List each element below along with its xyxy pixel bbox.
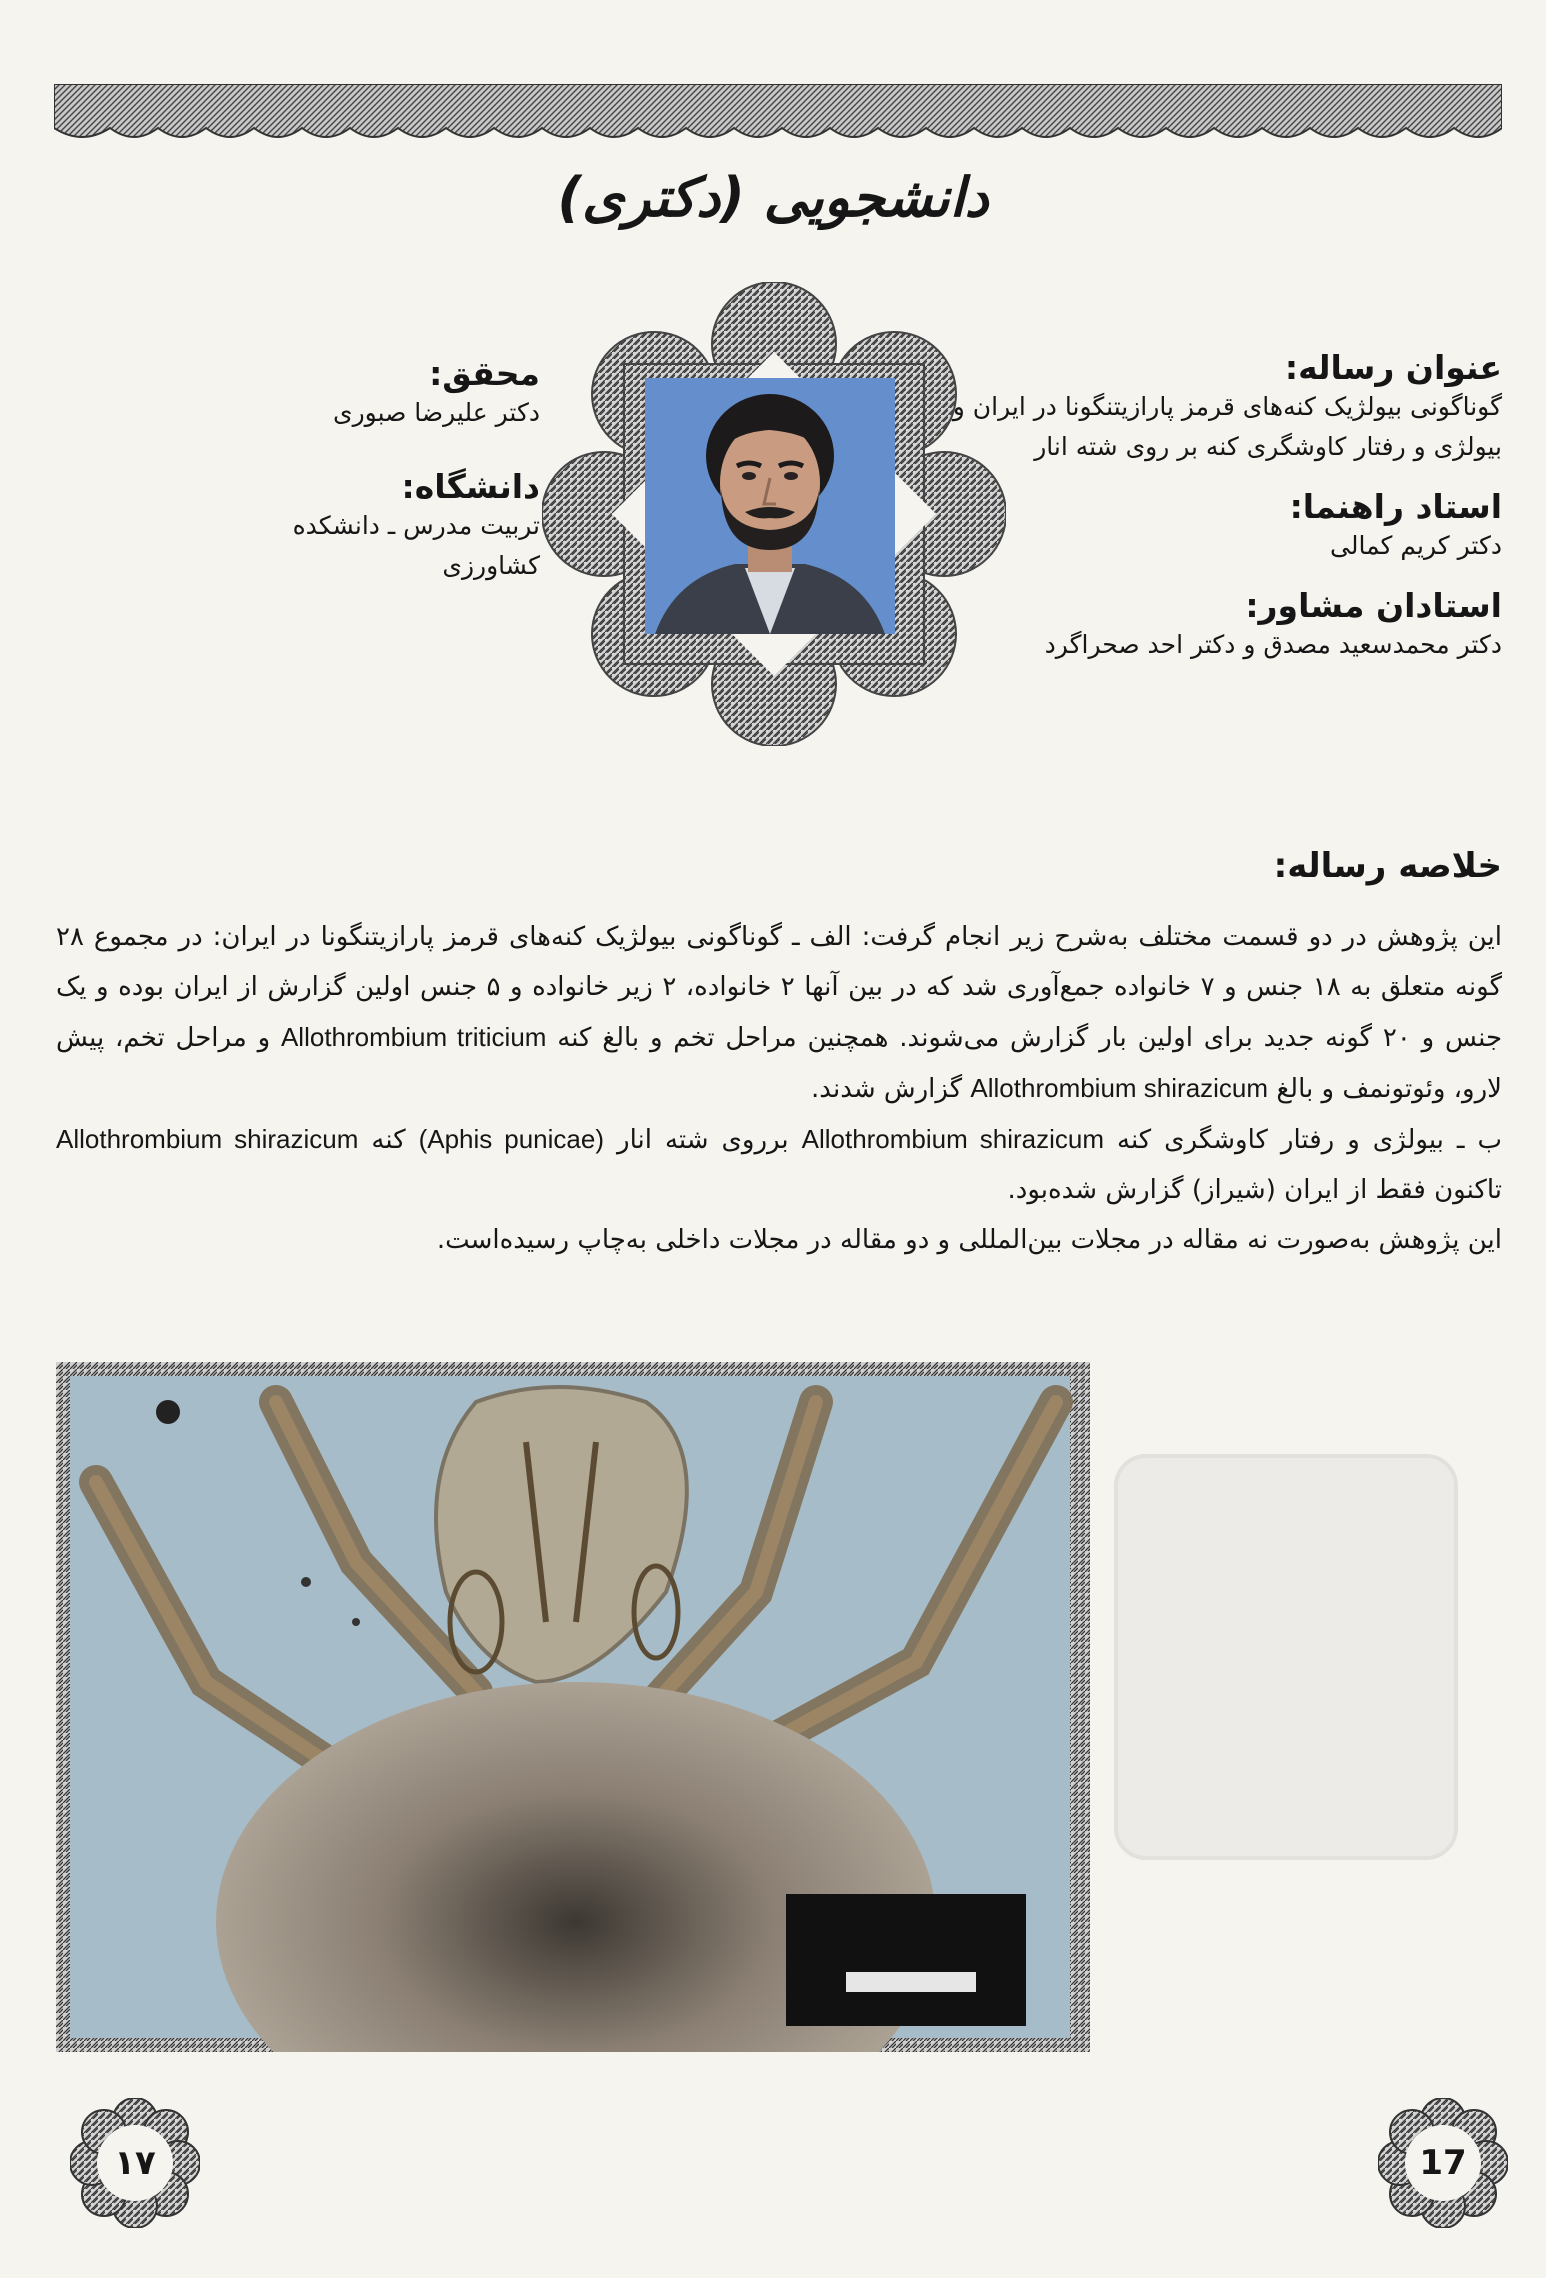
university-value: تربیت مدرس ـ دانشکده کشاورزی bbox=[292, 511, 540, 580]
advisors-block bbox=[902, 586, 1502, 665]
thesis-title-label: عنوان رساله: bbox=[1284, 348, 1502, 387]
abstract-p1-text-b: و مراحل تخم، پیش لارو، وئوتونمف و بالغ bbox=[56, 1023, 1502, 1104]
aphid-species-name: (Aphis punicae) bbox=[418, 1124, 604, 1154]
species-name-shirazicum: Allothrombium shirazicum bbox=[970, 1073, 1269, 1103]
portrait-photo bbox=[645, 378, 895, 634]
page-number-medallion-right bbox=[1378, 2098, 1508, 2228]
species-name-shirazicum: Allothrombium shirazicum bbox=[56, 1124, 359, 1154]
abstract-body bbox=[56, 912, 1502, 1265]
supervisor-value: دکتر کریم کمالی bbox=[1330, 531, 1502, 560]
page-number-medallion-left bbox=[70, 2098, 200, 2228]
supervisor-label: استاد راهنما: bbox=[1289, 487, 1502, 526]
researcher-label: محقق: bbox=[429, 354, 540, 393]
abstract-heading: خلاصه رساله: bbox=[1273, 846, 1502, 886]
thesis-title-line1: گوناگونی بیولژیک کنه‌های قرمز پارازیتنگونا در ایران و bbox=[952, 392, 1502, 421]
advisors-label: استادان مشاور: bbox=[1245, 586, 1502, 625]
mite-micrograph bbox=[56, 1362, 1090, 2052]
abstract-p2-text-b: برروی شته انار bbox=[617, 1125, 789, 1155]
researcher-value: دکتر علیرضا صبوری bbox=[333, 398, 540, 427]
thesis-title-line2: بیولژی و رفتار کاوشگری کنه بر روی شته انار bbox=[1034, 432, 1502, 461]
thesis-info-column bbox=[902, 348, 1502, 685]
abstract-p1-text-a: این پژوهش در دو قسمت مختلف به‌شرح زیر انجام گرفت: الف ـ گوناگونی بیولژیک کنه‌های قرمز پارازیتنگونا در ایران: در مجموع ۲۸ گونه متعلق به ۱۸ جنس و ۷ خانواده جمع‌آوری شد که در بین آنها ۲ خانواده، ۲ زیر خانواده و ۵ جنس اولین گزارش از ایران بوده و یک جنس و ۲۰ گونه جدید برای اولین بار گزارش می‌شوند. همچنین مراحل تخم و بالغ کنه bbox=[56, 922, 1503, 1053]
abstract-p1-text-c: گزارش شدند. bbox=[811, 1074, 963, 1104]
university-block bbox=[200, 467, 540, 586]
thesis-title-block bbox=[902, 348, 1502, 467]
abstract-p2-text-a: ب ـ بیولژی و رفتار کاوشگری کنه bbox=[1117, 1125, 1503, 1155]
abstract-p2-text-c: کنه bbox=[371, 1125, 406, 1155]
page-number-persian: ۱۷ bbox=[114, 2143, 156, 2183]
abstract-paragraph-1 bbox=[56, 912, 1502, 1114]
advisors-value: دکتر محمدسعید مصدق و دکتر احد صحراگرد bbox=[1044, 630, 1502, 659]
page-number-latin: 17 bbox=[1419, 2143, 1467, 2183]
supervisor-block bbox=[902, 487, 1502, 566]
page-title: دانشجویی (دکتری) bbox=[557, 166, 989, 229]
bleed-through-shadow bbox=[1112, 1452, 1460, 1862]
university-label: دانشگاه: bbox=[401, 467, 540, 506]
researcher-info-column bbox=[200, 354, 540, 620]
species-name-shirazicum: Allothrombium shirazicum bbox=[801, 1124, 1104, 1154]
abstract-p2-text-d: تاکنون فقط از ایران (شیراز) گزارش شده‌بود. bbox=[1007, 1175, 1502, 1205]
header-decorative-band bbox=[54, 84, 1502, 148]
abstract-paragraph-3: این پژوهش به‌صورت نه مقاله در مجلات بین‌المللی و دو مقاله در مجلات داخلی به‌چاپ رسیده‌است. bbox=[436, 1225, 1502, 1255]
researcher-block bbox=[200, 354, 540, 433]
species-name-triticium: Allothrombium triticium bbox=[280, 1022, 547, 1052]
abstract-paragraph-2 bbox=[56, 1114, 1502, 1215]
